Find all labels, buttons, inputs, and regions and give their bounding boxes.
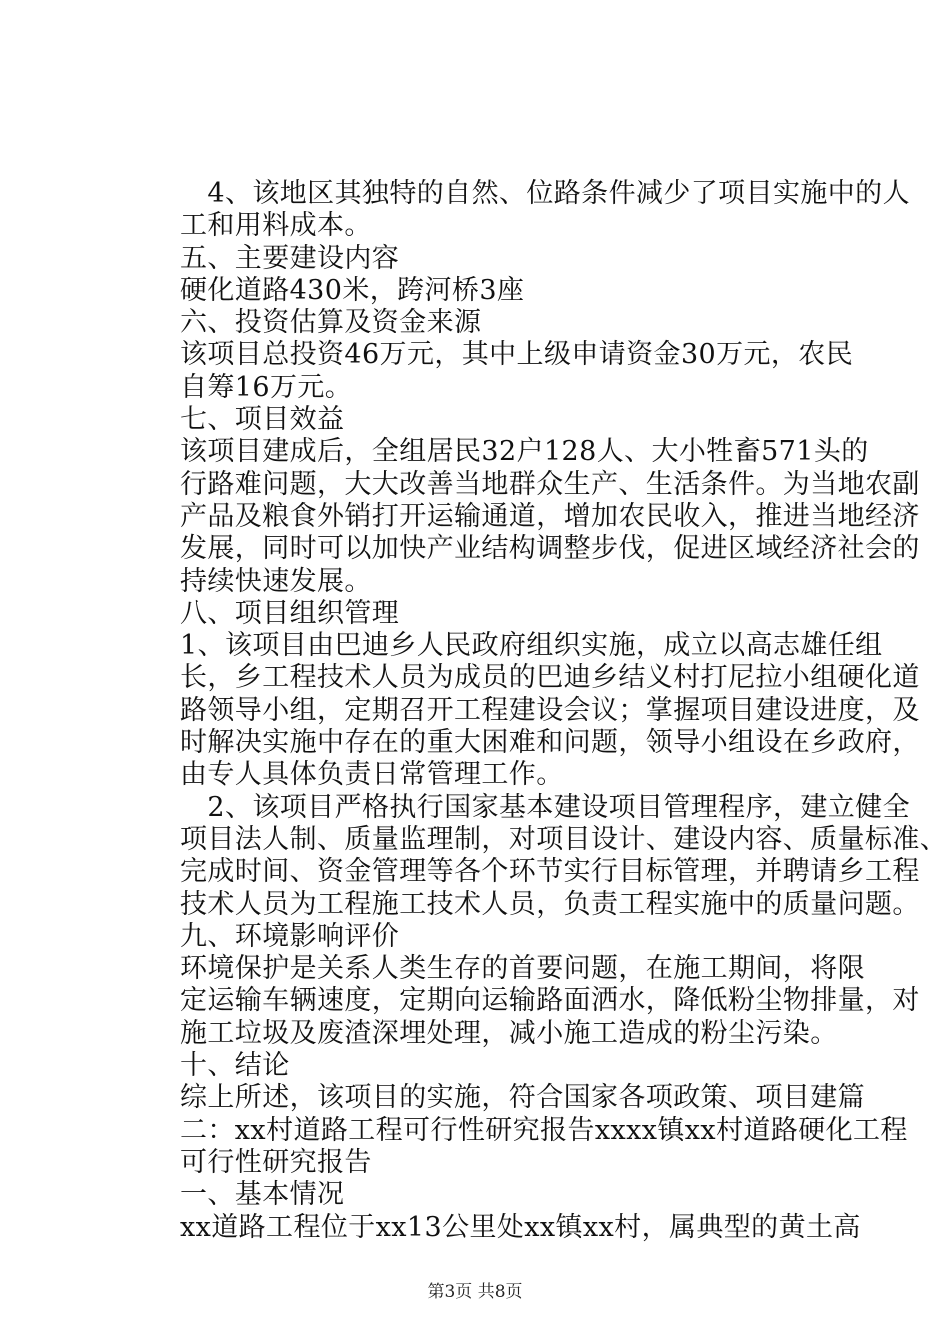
- text-line: 自筹16万元。: [180, 371, 353, 403]
- text-line: 该项目总投资46万元，其中上级申请资金30万元，农民: [180, 339, 854, 371]
- text-line: 4、该地区其独特的自然、位路条件减少了项目实施中的人: [180, 178, 910, 209]
- text-line: 长，乡工程技术人员为成员的巴迪乡结义村打尼拉小组硬化道: [180, 662, 920, 694]
- text-line: 一、基本情况: [180, 1179, 345, 1211]
- text-line: 1、该项目由巴迪乡人民政府组织实施，成立以高志雄任组: [180, 630, 883, 662]
- text-line: 八、项目组织管理: [180, 597, 400, 629]
- text-line: 环境保护是关系人类生存的首要问题，在施工期间，将限: [180, 953, 865, 985]
- text-line: 发展，同时可以加快产业结构调整步伐，促进区域经济社会的: [180, 533, 920, 565]
- text-line: 二：xx村道路工程可行性研究报告xxxx镇xx村道路硬化工程: [180, 1114, 908, 1146]
- text-line: 十、结论: [180, 1050, 290, 1082]
- text-line: 工和用料成本。: [180, 210, 372, 242]
- text-line: 产品及粮食外销打开运输通道，增加农民收入，推进当地经济: [180, 500, 920, 532]
- text-line: 2、该项目严格执行国家基本建设项目管理程序，建立健全: [180, 791, 910, 823]
- text-line: xx道路工程位于xx13公里处xx镇xx村，属典型的黄土高: [180, 1211, 861, 1243]
- text-line: 持续快速发展。: [180, 565, 372, 597]
- text-line: 完成时间、资金管理等各个环节实行目标管理，并聘请乡工程: [180, 856, 920, 888]
- text-line: 七、项目效益: [180, 404, 345, 436]
- text-line: 技术人员为工程施工技术人员，负责工程实施中的质量问题。: [180, 888, 920, 920]
- page-footer: 第3页 共8页: [427, 1282, 523, 1302]
- text-line: 项目法人制、质量监理制，对项目设计、建设内容、质量标准、: [180, 823, 948, 855]
- text-line: 行路难问题，大大改善当地群众生产、生活条件。为当地农副: [180, 468, 920, 500]
- document-body: [180, 178, 948, 1244]
- text-line: 硬化道路430米，跨河桥3座: [180, 274, 525, 306]
- text-line: 可行性研究报告: [180, 1146, 372, 1178]
- text-line: 时解决实施中存在的重大困难和问题，领导小组设在乡政府，: [180, 727, 920, 759]
- text-line: 由专人具体负责日常管理工作。: [180, 759, 564, 791]
- text-line: 九、环境影响评价: [180, 920, 400, 952]
- text-line: 该项目建成后，全组居民32户128人、大小牲畜571头的: [180, 436, 869, 468]
- text-line: 定运输车辆速度，定期向运输路面洒水，降低粉尘物排量，对: [180, 985, 920, 1017]
- text-line: 五、主要建设内容: [180, 242, 400, 274]
- text-line: 路领导小组，定期召开工程建设会议；掌握项目建设进度，及: [180, 694, 920, 726]
- text-line: 施工垃圾及废渣深埋处理，减小施工造成的粉尘污染。: [180, 1017, 838, 1049]
- text-line: 综上所述，该项目的实施，符合国家各项政策、项目建篇: [180, 1082, 865, 1114]
- text-line: 六、投资估算及资金来源: [180, 307, 482, 339]
